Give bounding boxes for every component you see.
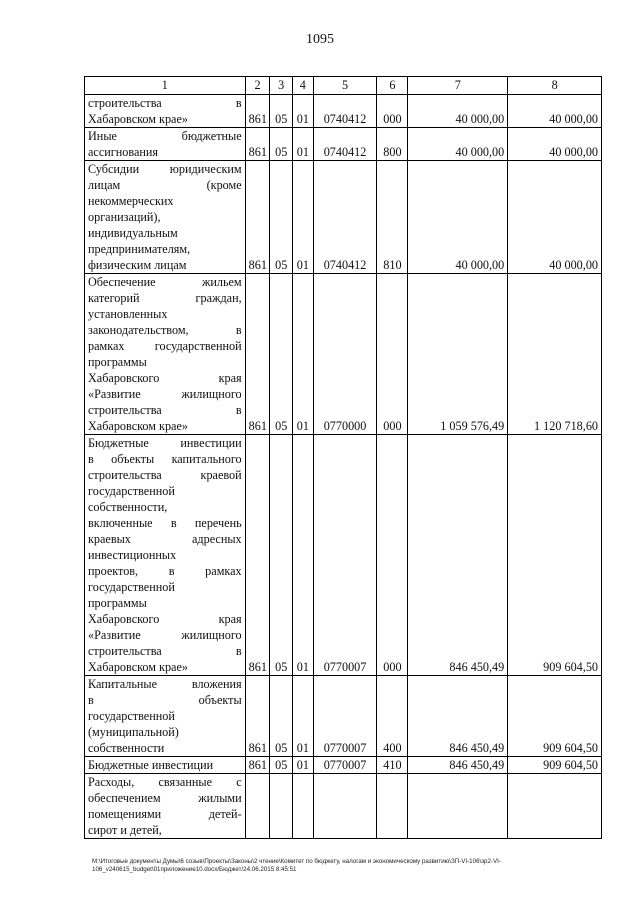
row-amount-2017: 909 604,50 [508, 676, 602, 757]
description-line: (муниципальной) [88, 725, 179, 739]
table-row [85, 274, 602, 435]
row-target-article: 0740412 [313, 161, 377, 274]
description-line: «Развитие жилищного [88, 628, 242, 642]
row-ministry-code: 861 [245, 435, 270, 676]
row-expense-type: 810 [377, 161, 408, 274]
budget-table [84, 76, 602, 839]
row-amount-2016: 846 450,49 [408, 676, 508, 757]
row-subsection-code [293, 774, 314, 839]
description-line: Хабаровском крае» [88, 112, 188, 126]
description-line: государственной [88, 580, 175, 594]
description-line: программы [88, 596, 147, 610]
description-line: законодательством, в [88, 323, 242, 337]
row-target-article: 0740412 [313, 128, 377, 161]
footer-line-1: M:\Итоговые документы Думы\6 созыв\Проекты\Законы\2 чтение\Комитет по бюджету, налогам и экономическому развитию\ЗП-VI-106\зр2-VI- [92, 858, 501, 865]
description-line: государственной [88, 484, 175, 498]
row-ministry-code: 861 [245, 95, 270, 128]
row-ministry-code: 861 [245, 676, 270, 757]
file-path-footer [92, 858, 612, 874]
row-amount-2017: 909 604,50 [508, 435, 602, 676]
description-line: собственности, [88, 500, 168, 514]
page-number: 1095 [306, 32, 334, 47]
row-description [85, 95, 246, 128]
row-subsection-code: 01 [293, 676, 314, 757]
header-col-3: 3 [270, 77, 293, 95]
description-line: Бюджетные инвестиции [88, 758, 214, 772]
row-target-article: 0770007 [313, 757, 377, 774]
row-target-article [313, 774, 377, 839]
table-row [85, 774, 602, 839]
description-line: сирот и детей, [88, 823, 162, 837]
row-target-article: 0770007 [313, 435, 377, 676]
description-line: строительства краевой [88, 468, 242, 482]
description-line: программы [88, 355, 147, 369]
header-col-5: 5 [313, 77, 377, 95]
row-description [85, 435, 246, 676]
row-amount-2017: 40 000,00 [508, 95, 602, 128]
description-line: предпринимателям, [88, 242, 191, 256]
row-section-code: 05 [270, 435, 293, 676]
table-row [85, 161, 602, 274]
header-col-2: 2 [245, 77, 270, 95]
row-ministry-code [245, 774, 270, 839]
row-expense-type: 800 [377, 128, 408, 161]
description-line: краевых адресных [88, 532, 242, 546]
row-amount-2017: 1 120 718,60 [508, 274, 602, 435]
description-line: установленных [88, 307, 168, 321]
row-description [85, 676, 246, 757]
description-line: Субсидии юридическим [88, 162, 242, 176]
description-line: обеспечением жилыми [88, 791, 242, 805]
table-row [85, 676, 602, 757]
row-section-code: 05 [270, 676, 293, 757]
row-expense-type: 410 [377, 757, 408, 774]
table-row [85, 435, 602, 676]
description-line: лицам (кроме [88, 178, 242, 192]
row-section-code: 05 [270, 161, 293, 274]
row-subsection-code: 01 [293, 161, 314, 274]
table-row [85, 95, 602, 128]
description-line: строительства в [88, 644, 242, 658]
row-section-code: 05 [270, 128, 293, 161]
description-line: Капитальные вложения [88, 677, 242, 691]
row-amount-2016 [408, 774, 508, 839]
row-target-article: 0740412 [313, 95, 377, 128]
description-line: Иные бюджетные [88, 129, 242, 143]
row-expense-type: 000 [377, 274, 408, 435]
row-expense-type: 000 [377, 435, 408, 676]
row-amount-2016: 40 000,00 [408, 161, 508, 274]
row-amount-2016: 40 000,00 [408, 95, 508, 128]
row-expense-type: 400 [377, 676, 408, 757]
row-amount-2017: 40 000,00 [508, 161, 602, 274]
row-amount-2017: 40 000,00 [508, 128, 602, 161]
description-line: Хабаровском крае» [88, 660, 188, 674]
row-description [85, 274, 246, 435]
row-ministry-code: 861 [245, 128, 270, 161]
row-target-article: 0770000 [313, 274, 377, 435]
row-subsection-code: 01 [293, 274, 314, 435]
description-line: инвестиционных [88, 548, 177, 562]
description-line: некоммерческих [88, 194, 174, 208]
row-ministry-code: 861 [245, 161, 270, 274]
row-subsection-code: 01 [293, 95, 314, 128]
row-amount-2017: 909 604,50 [508, 757, 602, 774]
table-header-row [85, 77, 602, 95]
row-description [85, 774, 246, 839]
description-line: в объекты [88, 693, 242, 707]
description-line: ассигнования [88, 145, 159, 159]
description-line: Хабаровском крае» [88, 419, 188, 433]
row-ministry-code: 861 [245, 274, 270, 435]
row-subsection-code: 01 [293, 757, 314, 774]
description-line: помещениями детей- [88, 807, 242, 821]
row-amount-2016: 40 000,00 [408, 128, 508, 161]
description-line: включенные в перечень [88, 516, 242, 530]
row-section-code: 05 [270, 95, 293, 128]
description-line: строительства в [88, 96, 242, 110]
row-target-article: 0770007 [313, 676, 377, 757]
row-amount-2016: 846 450,49 [408, 435, 508, 676]
description-line: индивидуальным [88, 226, 178, 240]
description-line: организаций), [88, 210, 161, 224]
description-line: государственной [88, 709, 175, 723]
header-col-1: 1 [85, 77, 246, 95]
row-subsection-code: 01 [293, 435, 314, 676]
table-row [85, 128, 602, 161]
description-line: Обеспечение жильем [88, 275, 242, 289]
description-line: в объекты капитального [88, 452, 242, 466]
description-line: «Развитие жилищного [88, 387, 242, 401]
row-section-code [270, 774, 293, 839]
row-expense-type: 000 [377, 95, 408, 128]
row-subsection-code: 01 [293, 128, 314, 161]
row-description [85, 757, 246, 774]
header-col-7: 7 [408, 77, 508, 95]
header-col-4: 4 [293, 77, 314, 95]
row-amount-2016: 1 059 576,49 [408, 274, 508, 435]
description-line: Расходы, связанные с [88, 775, 242, 789]
row-section-code: 05 [270, 757, 293, 774]
row-description [85, 161, 246, 274]
description-line: Хабаровского края [88, 371, 242, 385]
footer-line-2: 106_v240615_budget\01приложение10.docx/Бюджет/24.06.2015 8:45:51 [92, 866, 297, 873]
description-line: физическим лицам [88, 258, 187, 272]
header-col-8: 8 [508, 77, 602, 95]
row-amount-2017 [508, 774, 602, 839]
description-line: собственности [88, 741, 165, 755]
row-expense-type [377, 774, 408, 839]
row-amount-2016: 846 450,49 [408, 757, 508, 774]
row-section-code: 05 [270, 274, 293, 435]
header-col-6: 6 [377, 77, 408, 95]
table-row [85, 757, 602, 774]
description-line: категорий граждан, [88, 291, 242, 305]
row-ministry-code: 861 [245, 757, 270, 774]
description-line: проектов, в рамках [88, 564, 242, 578]
description-line: Бюджетные инвестиции [88, 436, 242, 450]
description-line: рамках государственной [88, 339, 242, 353]
description-line: Хабаровского края [88, 612, 242, 626]
row-description [85, 128, 246, 161]
description-line: строительства в [88, 403, 242, 417]
